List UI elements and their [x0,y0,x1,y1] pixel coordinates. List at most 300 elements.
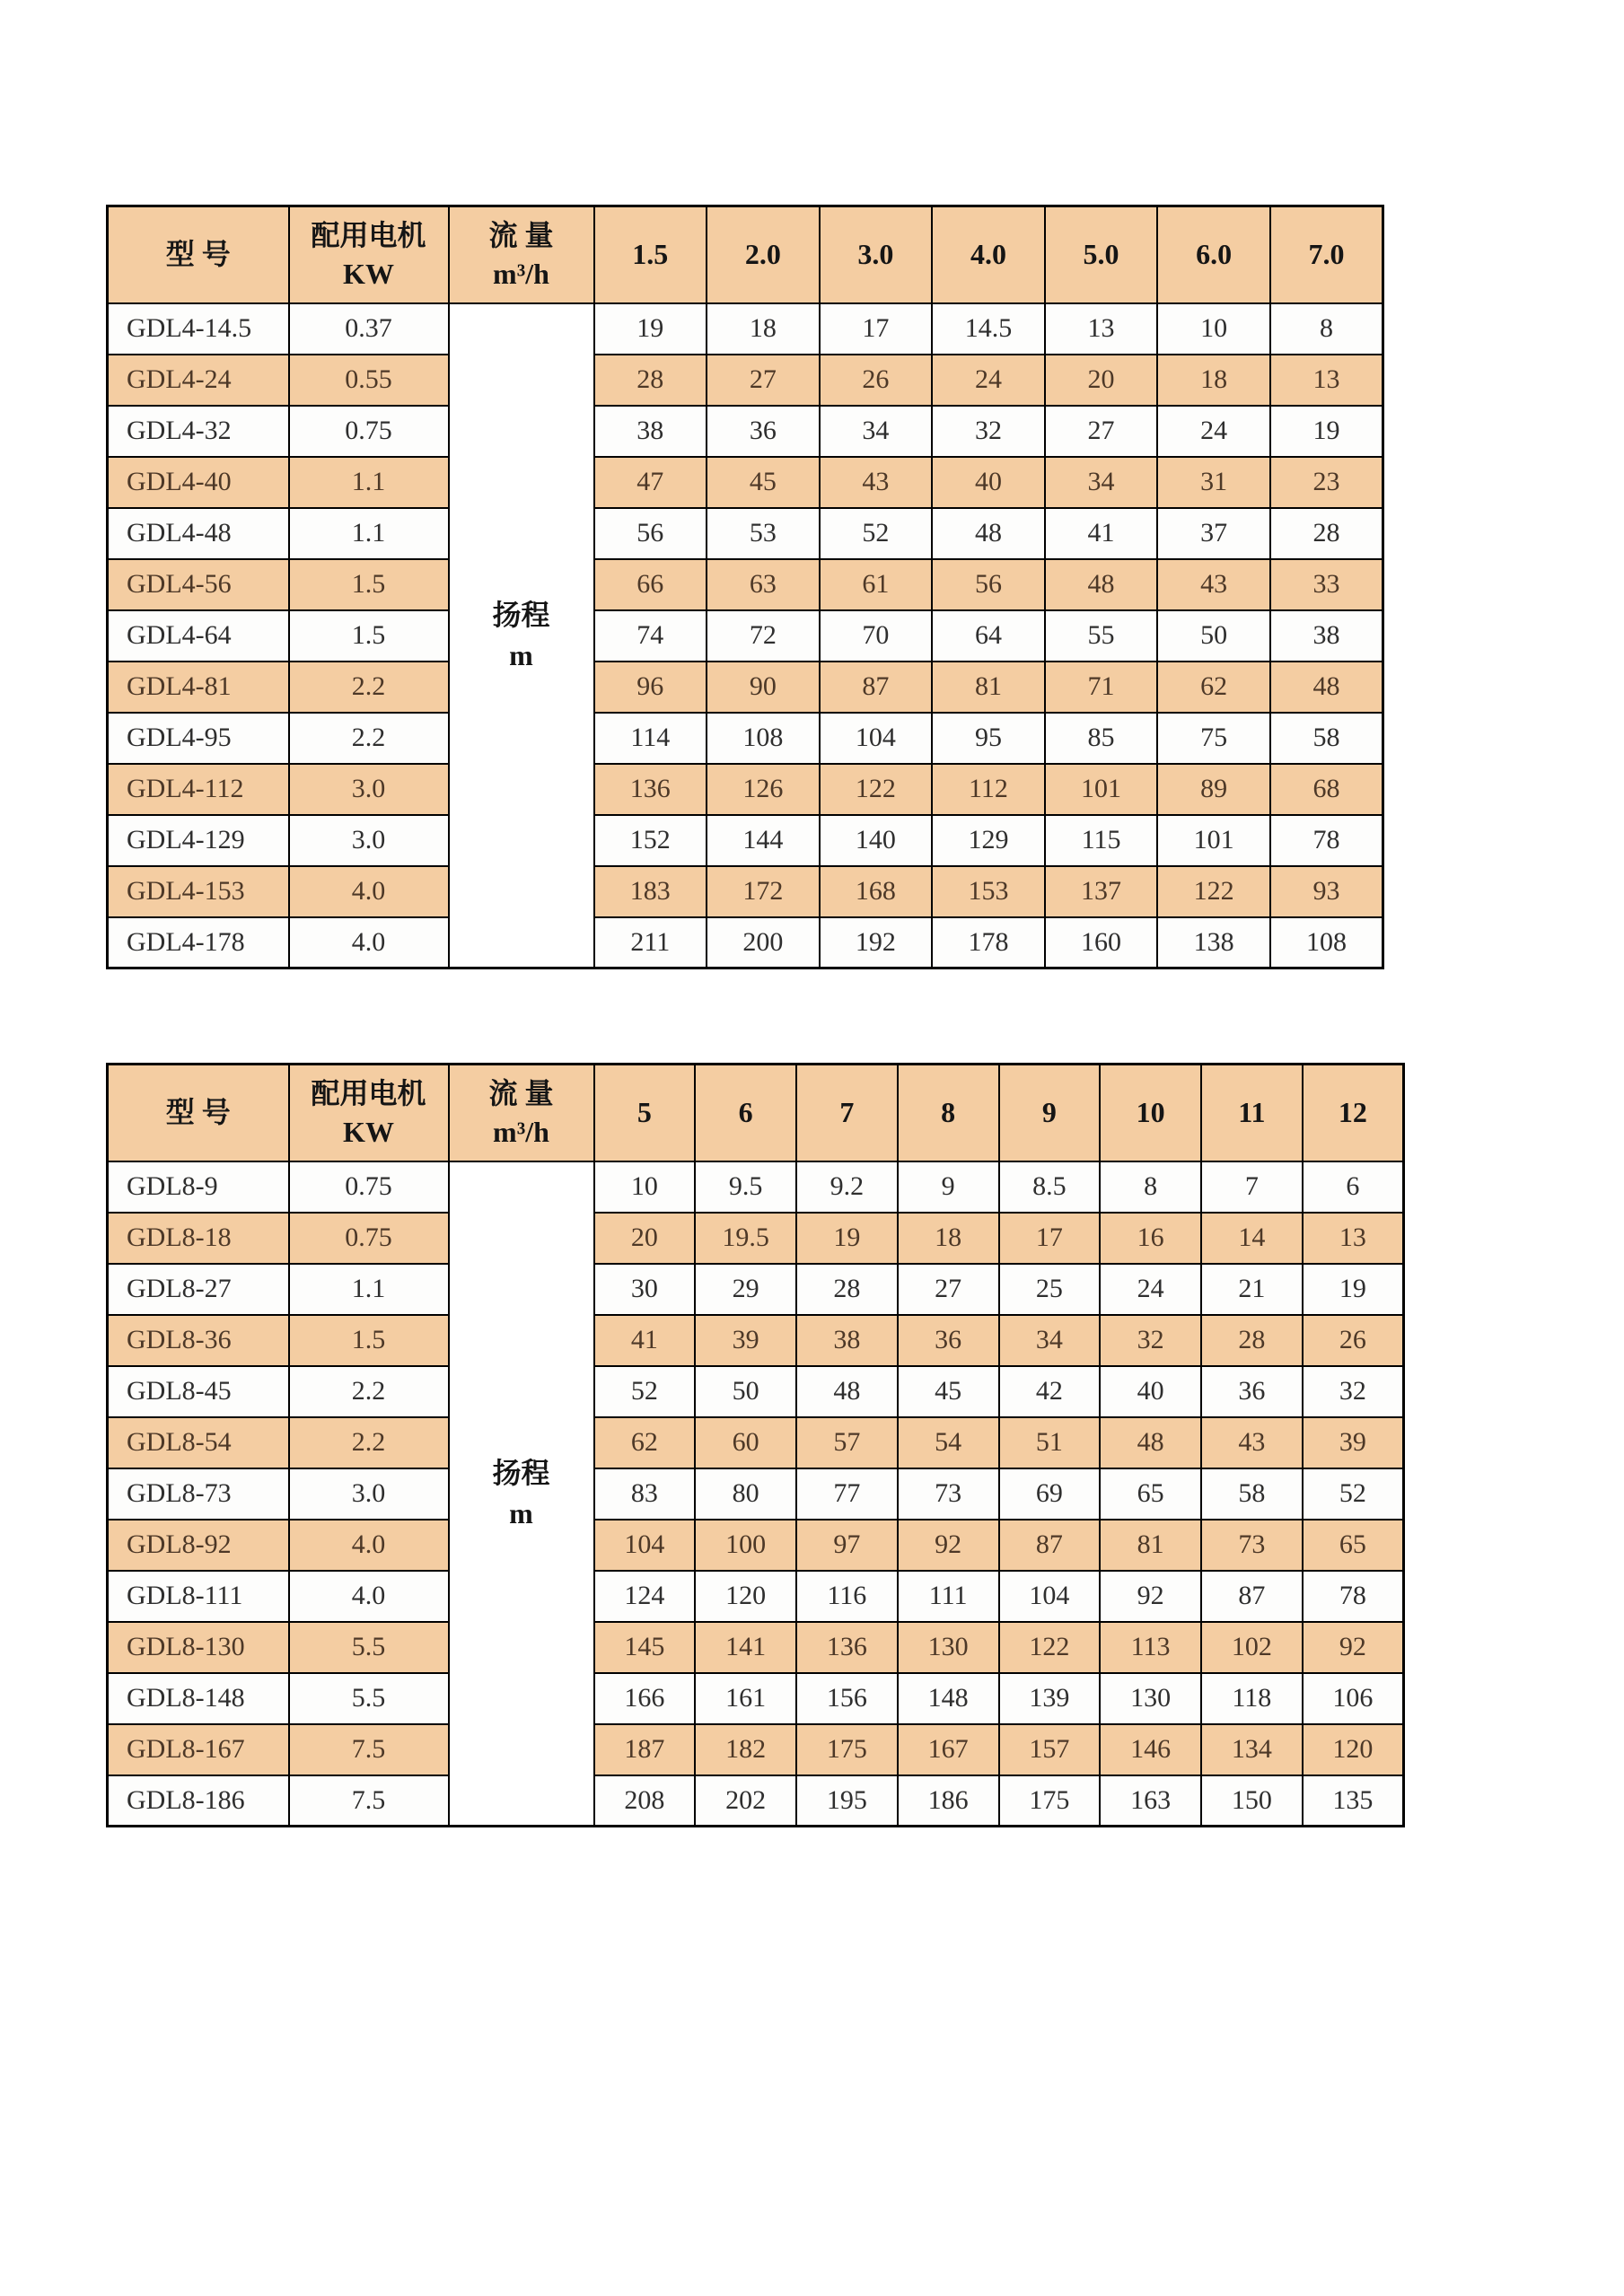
flow-column-header [449,1065,594,1161]
head-value-cell: 65 [1303,1520,1404,1571]
motor-kw-cell: 0.75 [289,1161,449,1213]
head-value-cell: 126 [707,764,820,815]
head-value-cell: 135 [1303,1775,1404,1827]
head-value-cell: 28 [1201,1315,1303,1366]
head-value-cell: 108 [1270,917,1383,968]
header-row [108,206,1383,303]
head-value-cell: 8 [1270,303,1383,355]
motor-column-header [289,206,449,303]
table-row [108,1315,1404,1366]
head-value-cell: 182 [695,1724,796,1775]
motor-kw-cell: 3.0 [289,1468,449,1520]
motor-kw-cell: 4.0 [289,866,449,917]
head-value-cell: 39 [1303,1417,1404,1468]
motor-header-label: 配用电机 [311,1076,426,1109]
motor-kw-cell: 7.5 [289,1724,449,1775]
model-cell: GDL4-14.5 [108,303,289,355]
head-value-cell: 18 [707,303,820,355]
head-value-cell: 85 [1045,713,1158,764]
head-value-cell: 150 [1201,1775,1303,1827]
head-value-cell: 56 [932,559,1045,610]
motor-kw-cell: 1.1 [289,457,449,508]
head-value-cell: 27 [898,1264,999,1315]
head-value-cell: 21 [1201,1264,1303,1315]
flow-header-unit: m³/h [493,1115,549,1148]
head-value-cell: 62 [1157,662,1270,713]
head-value-cell: 200 [707,917,820,968]
head-value-cell: 34 [1045,457,1158,508]
head-value-cell: 101 [1045,764,1158,815]
motor-kw-cell: 1.1 [289,1264,449,1315]
table-row [108,457,1383,508]
motor-kw-cell: 1.5 [289,610,449,662]
head-value-cell: 31 [1157,457,1270,508]
model-cell: GDL4-56 [108,559,289,610]
motor-kw-cell: 4.0 [289,1520,449,1571]
motor-kw-cell: 4.0 [289,917,449,968]
motor-kw-cell: 0.75 [289,1213,449,1264]
head-value-cell: 187 [594,1724,696,1775]
model-cell: GDL8-130 [108,1622,289,1673]
head-value-cell: 108 [707,713,820,764]
head-value-cell: 50 [695,1366,796,1417]
head-value-cell: 36 [707,406,820,457]
head-value-cell: 52 [1303,1468,1404,1520]
head-value-cell: 89 [1157,764,1270,815]
table-row [108,1161,1404,1213]
head-value-cell: 45 [898,1366,999,1417]
head-value-cell: 48 [796,1366,898,1417]
head-value-cell: 9.5 [695,1161,796,1213]
head-value-cell: 166 [594,1673,696,1724]
table-row [108,1520,1404,1571]
head-value-cell: 56 [594,508,707,559]
head-value-cell: 26 [820,355,933,406]
head-value-cell: 122 [999,1622,1101,1673]
head-value-cell: 96 [594,662,707,713]
head-value-cell: 53 [707,508,820,559]
head-value-cell: 106 [1303,1673,1404,1724]
head-value-cell: 78 [1303,1571,1404,1622]
head-value-cell: 71 [1045,662,1158,713]
head-value-cell: 38 [796,1315,898,1366]
table-row [108,713,1383,764]
head-value-cell: 195 [796,1775,898,1827]
head-value-cell: 32 [932,406,1045,457]
flow-rate-header: 10 [1100,1065,1201,1161]
head-value-cell: 65 [1100,1468,1201,1520]
head-value-cell: 69 [999,1468,1101,1520]
head-value-cell: 172 [707,866,820,917]
table-row [108,1366,1404,1417]
head-value-cell: 138 [1157,917,1270,968]
head-value-cell: 81 [1100,1520,1201,1571]
head-value-cell: 178 [932,917,1045,968]
head-value-cell: 13 [1270,355,1383,406]
head-value-cell: 68 [1270,764,1383,815]
flow-rate-header: 2.0 [707,206,820,303]
table-row [108,764,1383,815]
model-cell: GDL8-36 [108,1315,289,1366]
head-value-cell: 183 [594,866,707,917]
head-label: 扬程 [492,1456,550,1489]
head-value-cell: 7 [1201,1161,1303,1213]
head-value-cell: 202 [695,1775,796,1827]
head-value-cell: 93 [1270,866,1383,917]
head-value-cell: 167 [898,1724,999,1775]
head-value-cell: 47 [594,457,707,508]
head-value-cell: 43 [1157,559,1270,610]
head-value-cell: 80 [695,1468,796,1520]
head-value-cell: 122 [1157,866,1270,917]
flow-rate-header: 6.0 [1157,206,1270,303]
motor-kw-cell: 5.5 [289,1673,449,1724]
head-value-cell: 97 [796,1520,898,1571]
head-value-cell: 134 [1201,1724,1303,1775]
model-cell: GDL4-24 [108,355,289,406]
head-value-cell: 37 [1157,508,1270,559]
head-value-cell: 66 [594,559,707,610]
head-value-cell: 43 [1201,1417,1303,1468]
head-value-cell: 78 [1270,815,1383,866]
head-value-cell: 186 [898,1775,999,1827]
head-value-cell: 129 [932,815,1045,866]
head-value-cell: 50 [1157,610,1270,662]
head-value-cell: 24 [1100,1264,1201,1315]
head-value-cell: 87 [1201,1571,1303,1622]
head-value-cell: 48 [932,508,1045,559]
head-value-cell: 38 [594,406,707,457]
head-value-cell: 137 [1045,866,1158,917]
model-cell: GDL4-81 [108,662,289,713]
motor-kw-cell: 2.2 [289,713,449,764]
head-value-cell: 9 [898,1161,999,1213]
head-value-cell: 122 [820,764,933,815]
motor-kw-cell: 0.55 [289,355,449,406]
head-value-cell: 124 [594,1571,696,1622]
head-value-cell: 163 [1100,1775,1201,1827]
head-value-cell: 146 [1100,1724,1201,1775]
model-cell: GDL4-48 [108,508,289,559]
head-value-cell: 28 [1270,508,1383,559]
table-row [108,559,1383,610]
model-cell: GDL8-111 [108,1571,289,1622]
motor-kw-cell: 2.2 [289,662,449,713]
head-value-cell: 29 [695,1264,796,1315]
motor-kw-cell: 7.5 [289,1775,449,1827]
flow-rate-header: 8 [898,1065,999,1161]
head-value-cell: 39 [695,1315,796,1366]
motor-kw-cell: 1.5 [289,559,449,610]
head-value-cell: 104 [594,1520,696,1571]
motor-kw-cell: 1.1 [289,508,449,559]
head-value-cell: 52 [594,1366,696,1417]
head-value-cell: 83 [594,1468,696,1520]
head-value-cell: 116 [796,1571,898,1622]
table-row [108,1622,1404,1673]
table-row [108,1673,1404,1724]
head-value-cell: 175 [796,1724,898,1775]
head-value-cell: 27 [707,355,820,406]
model-cell: GDL4-112 [108,764,289,815]
flow-header-label: 流 量 [488,1076,554,1109]
head-value-cell: 24 [1157,406,1270,457]
model-cell: GDL8-54 [108,1417,289,1468]
head-value-cell: 18 [898,1213,999,1264]
head-value-cell: 42 [999,1366,1101,1417]
head-value-cell: 141 [695,1622,796,1673]
model-cell: GDL8-18 [108,1213,289,1264]
model-cell: GDL8-9 [108,1161,289,1213]
head-value-cell: 161 [695,1673,796,1724]
head-value-cell: 144 [707,815,820,866]
head-value-cell: 156 [796,1673,898,1724]
model-cell: GDL4-129 [108,815,289,866]
table-row [108,406,1383,457]
head-value-cell: 16 [1100,1213,1201,1264]
head-value-cell: 60 [695,1417,796,1468]
motor-kw-cell: 2.2 [289,1366,449,1417]
head-value-cell: 136 [796,1622,898,1673]
head-value-cell: 32 [1100,1315,1201,1366]
head-value-cell: 73 [898,1468,999,1520]
head-value-cell: 6 [1303,1161,1404,1213]
model-cell: GDL4-64 [108,610,289,662]
head-value-cell: 14 [1201,1213,1303,1264]
head-value-cell: 40 [1100,1366,1201,1417]
table-row [108,1417,1404,1468]
model-cell: GDL8-186 [108,1775,289,1827]
motor-header-unit: KW [343,1115,394,1148]
head-value-cell: 81 [932,662,1045,713]
model-cell: GDL8-92 [108,1520,289,1571]
head-value-cell: 9.2 [796,1161,898,1213]
motor-kw-cell: 1.5 [289,1315,449,1366]
model-column-header: 型 号 [108,1065,289,1161]
model-cell: GDL8-73 [108,1468,289,1520]
table-row [108,508,1383,559]
head-value-cell: 8.5 [999,1161,1101,1213]
flow-header-label: 流 量 [488,218,554,251]
motor-kw-cell: 3.0 [289,815,449,866]
head-value-cell: 62 [594,1417,696,1468]
head-value-cell: 77 [796,1468,898,1520]
head-value-cell: 23 [1270,457,1383,508]
table-row [108,1571,1404,1622]
head-value-cell: 111 [898,1571,999,1622]
flow-rate-header: 5.0 [1045,206,1158,303]
table-row [108,355,1383,406]
head-value-cell: 40 [932,457,1045,508]
head-value-cell: 75 [1157,713,1270,764]
pump-spec-table-gdl4 [106,205,1384,969]
table-row [108,610,1383,662]
head-value-cell: 13 [1045,303,1158,355]
head-value-cell: 92 [898,1520,999,1571]
head-value-cell: 34 [999,1315,1101,1366]
head-value-cell: 114 [594,713,707,764]
flow-rate-header: 11 [1201,1065,1303,1161]
head-value-cell: 36 [898,1315,999,1366]
head-value-cell: 192 [820,917,933,968]
head-value-cell: 20 [594,1213,696,1264]
table-row [108,866,1383,917]
model-cell: GDL8-148 [108,1673,289,1724]
model-cell: GDL4-178 [108,917,289,968]
head-value-cell: 41 [1045,508,1158,559]
head-value-cell: 211 [594,917,707,968]
head-value-cell: 17 [999,1213,1101,1264]
head-value-cell: 145 [594,1622,696,1673]
head-value-cell: 14.5 [932,303,1045,355]
head-value-cell: 153 [932,866,1045,917]
model-cell: GDL4-32 [108,406,289,457]
head-value-cell: 17 [820,303,933,355]
model-cell: GDL4-95 [108,713,289,764]
head-value-cell: 115 [1045,815,1158,866]
table-row [108,815,1383,866]
head-value-cell: 19 [594,303,707,355]
head-value-cell: 130 [1100,1673,1201,1724]
motor-header-unit: KW [343,257,394,290]
table-row [108,917,1383,968]
head-label: 扬程 [492,598,550,631]
head-value-cell: 52 [820,508,933,559]
model-cell: GDL8-45 [108,1366,289,1417]
head-value-cell: 120 [1303,1724,1404,1775]
head-value-cell: 61 [820,559,933,610]
table-row [108,1775,1404,1827]
table-row [108,1264,1404,1315]
head-value-cell: 48 [1100,1417,1201,1468]
table-row [108,662,1383,713]
head-value-cell: 33 [1270,559,1383,610]
motor-column-header [289,1065,449,1161]
flow-rate-header: 12 [1303,1065,1404,1161]
motor-kw-cell: 2.2 [289,1417,449,1468]
head-value-cell: 152 [594,815,707,866]
motor-kw-cell: 0.75 [289,406,449,457]
head-value-cell: 104 [999,1571,1101,1622]
head-value-cell: 48 [1270,662,1383,713]
head-value-cell: 73 [1201,1520,1303,1571]
head-value-cell: 100 [695,1520,796,1571]
flow-rate-header: 1.5 [594,206,707,303]
head-value-cell: 140 [820,815,933,866]
head-value-cell: 48 [1045,559,1158,610]
flow-rate-header: 5 [594,1065,696,1161]
head-value-cell: 72 [707,610,820,662]
flow-column-header [449,206,594,303]
motor-kw-cell: 5.5 [289,1622,449,1673]
head-value-cell: 168 [820,866,933,917]
head-value-cell: 19 [796,1213,898,1264]
head-unit-merged-cell [449,1161,594,1827]
head-value-cell: 160 [1045,917,1158,968]
head-value-cell: 24 [932,355,1045,406]
motor-kw-cell: 0.37 [289,303,449,355]
head-value-cell: 112 [932,764,1045,815]
motor-kw-cell: 3.0 [289,764,449,815]
head-value-cell: 92 [1303,1622,1404,1673]
head-value-cell: 118 [1201,1673,1303,1724]
head-unit-merged-cell [449,303,594,968]
head-value-cell: 19 [1270,406,1383,457]
model-cell: GDL8-27 [108,1264,289,1315]
head-value-cell: 13 [1303,1213,1404,1264]
model-cell: GDL4-40 [108,457,289,508]
head-value-cell: 34 [820,406,933,457]
head-value-cell: 57 [796,1417,898,1468]
head-value-cell: 26 [1303,1315,1404,1366]
head-value-cell: 45 [707,457,820,508]
model-cell: GDL8-167 [108,1724,289,1775]
head-value-cell: 58 [1270,713,1383,764]
document-page [106,205,1405,1921]
head-value-cell: 28 [796,1264,898,1315]
head-value-cell: 51 [999,1417,1101,1468]
head-value-cell: 19.5 [695,1213,796,1264]
flow-header-unit: m³/h [493,257,549,290]
head-value-cell: 10 [1157,303,1270,355]
head-unit: m [509,638,533,671]
head-value-cell: 43 [820,457,933,508]
head-value-cell: 95 [932,713,1045,764]
head-value-cell: 63 [707,559,820,610]
head-value-cell: 175 [999,1775,1101,1827]
head-value-cell: 25 [999,1264,1101,1315]
head-value-cell: 19 [1303,1264,1404,1315]
pump-spec-table-gdl8 [106,1063,1405,1827]
head-value-cell: 157 [999,1724,1101,1775]
table-row [108,1468,1404,1520]
head-value-cell: 58 [1201,1468,1303,1520]
head-value-cell: 64 [932,610,1045,662]
head-value-cell: 113 [1100,1622,1201,1673]
head-value-cell: 87 [999,1520,1101,1571]
head-value-cell: 41 [594,1315,696,1366]
head-value-cell: 87 [820,662,933,713]
head-value-cell: 30 [594,1264,696,1315]
head-value-cell: 120 [695,1571,796,1622]
header-row [108,1065,1404,1161]
head-value-cell: 130 [898,1622,999,1673]
head-value-cell: 54 [898,1417,999,1468]
head-value-cell: 70 [820,610,933,662]
head-value-cell: 36 [1201,1366,1303,1417]
head-value-cell: 8 [1100,1161,1201,1213]
head-value-cell: 139 [999,1673,1101,1724]
head-value-cell: 55 [1045,610,1158,662]
head-value-cell: 90 [707,662,820,713]
head-value-cell: 20 [1045,355,1158,406]
motor-header-label: 配用电机 [311,218,426,251]
head-value-cell: 18 [1157,355,1270,406]
head-value-cell: 92 [1100,1571,1201,1622]
flow-rate-header: 6 [695,1065,796,1161]
model-cell: GDL4-153 [108,866,289,917]
head-value-cell: 104 [820,713,933,764]
flow-rate-header: 9 [999,1065,1101,1161]
head-value-cell: 102 [1201,1622,1303,1673]
table-row [108,303,1383,355]
head-value-cell: 148 [898,1673,999,1724]
flow-rate-header: 4.0 [932,206,1045,303]
head-value-cell: 28 [594,355,707,406]
head-value-cell: 38 [1270,610,1383,662]
flow-rate-header: 3.0 [820,206,933,303]
head-value-cell: 74 [594,610,707,662]
